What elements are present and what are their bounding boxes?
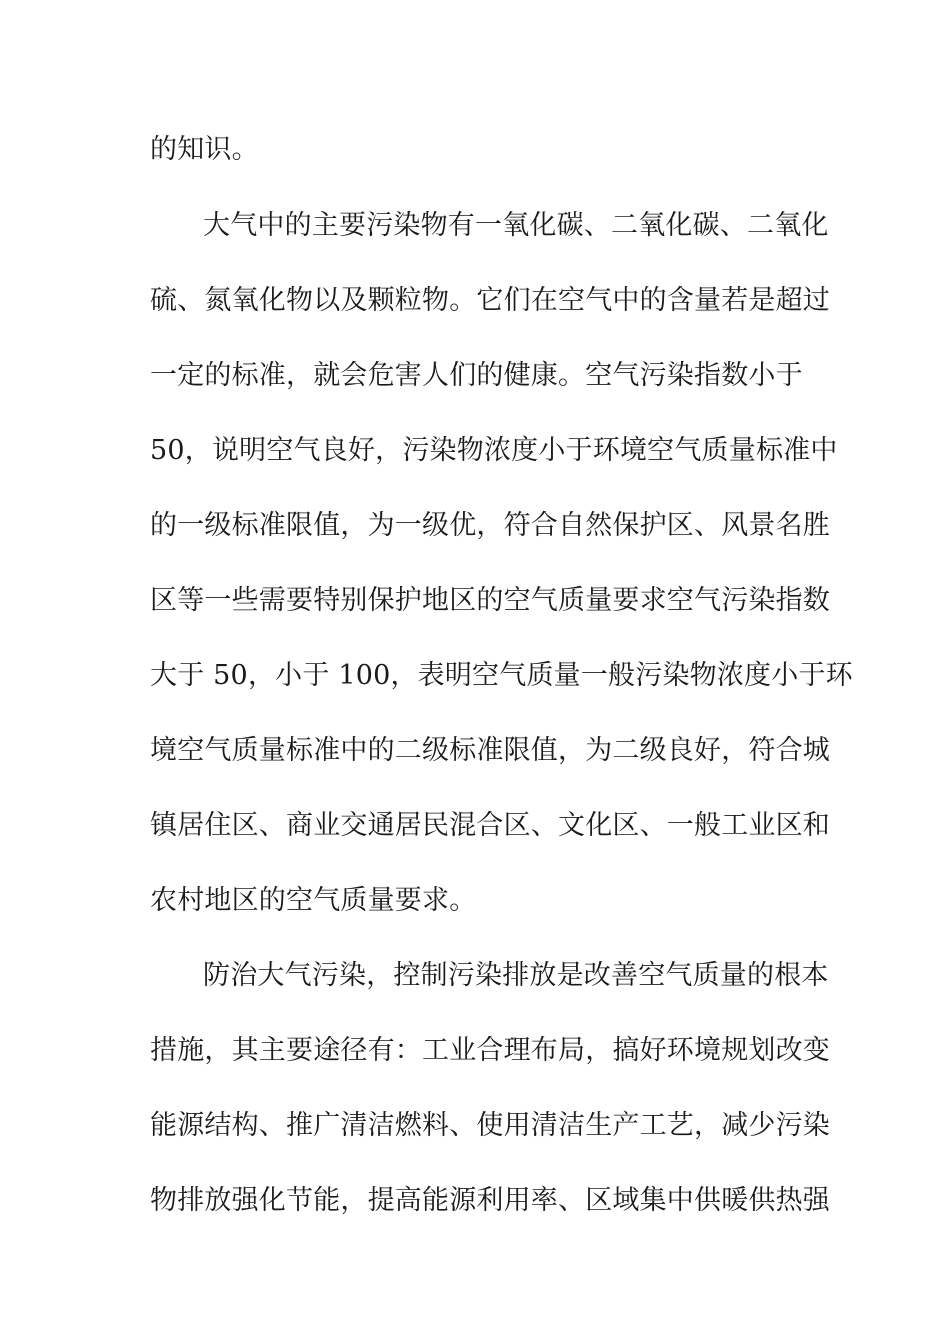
text-line-1: 的知识。	[150, 134, 259, 165]
paragraph-2-line-9: 镇居住区、商业交通居民混合区、文化区、一般工业区和	[150, 810, 830, 841]
paragraph-3-line-1: 防治大气污染，控制污染排放是改善空气质量的根本	[203, 960, 829, 991]
paragraph-2-line-5: 的一级标准限值，为一级优，符合自然保护区、风景名胜	[150, 510, 830, 541]
paragraph-2-line-2: 硫、氮氧化物以及颗粒物。它们在空气中的含量若是超过	[150, 285, 830, 316]
paragraph-2-line-6: 区等一些需要特别保护地区的空气质量要求空气污染指数	[150, 585, 830, 616]
paragraph-2-line-10: 农村地区的空气质量要求。	[150, 885, 477, 916]
paragraph-2-line-7: 大于 50，小于 100，表明空气质量一般污染物浓度小于环	[150, 660, 853, 691]
paragraph-3-line-3: 能源结构、推广清洁燃料、使用清洁生产工艺，减少污染	[150, 1110, 830, 1141]
paragraph-3-line-2: 措施，其主要途径有：工业合理布局，搞好环境规划改变	[150, 1035, 830, 1066]
paragraph-3-line-4: 物排放强化节能，提高能源利用率、区域集中供暖供热强	[150, 1185, 830, 1216]
paragraph-2-line-8: 境空气质量标准中的二级标准限值，为二级良好，符合城	[150, 735, 830, 766]
paragraph-2-line-1: 大气中的主要污染物有一氧化碳、二氧化碳、二氧化	[203, 210, 829, 241]
paragraph-2-line-3: 一定的标准，就会危害人们的健康。空气污染指数小于	[150, 360, 803, 391]
paragraph-2-line-4: 50，说明空气良好，污染物浓度小于环境空气质量标准中	[150, 435, 838, 466]
